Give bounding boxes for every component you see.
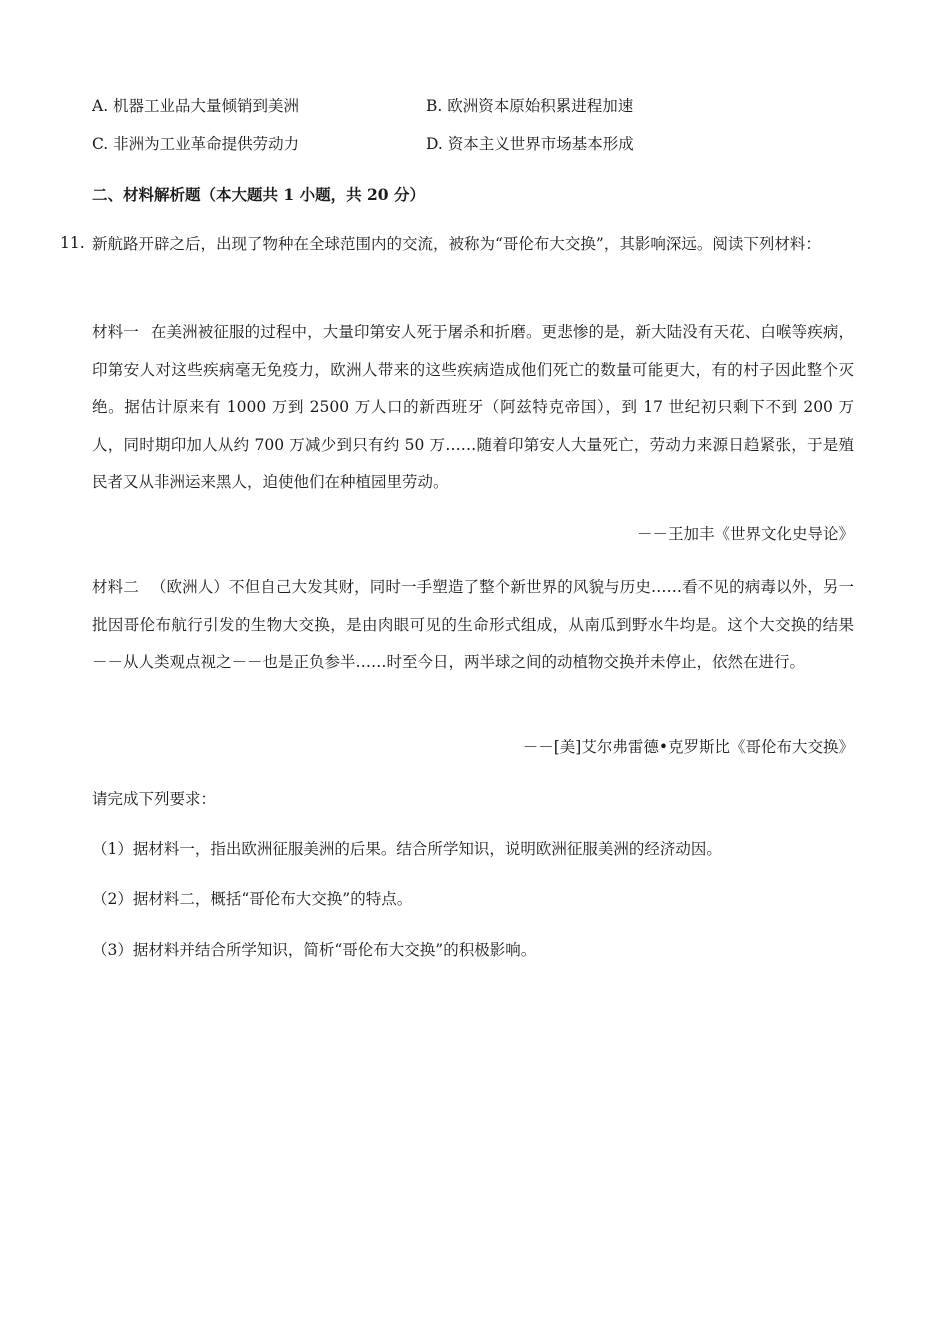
material-one-source: －－王加丰《世界文化史导论》 [636,525,854,543]
question-intro: 新航路开辟之后，出现了物种在全球范围内的交流，被称为“哥伦布大交换”，其影响深远。阅读下列材料： [92,235,821,253]
material-two [92,569,854,682]
option-b: B. 欧洲资本原始积累进程加速 [426,97,634,115]
material-two-text: （欧洲人）不但自己大发其财，同时一手塑造了整个新世界的风貌与历史……看不见的病毒以外，另一批因哥伦布航行引发的生物大交换，是由肉眼可见的生命形式组成，从南瓜到野水牛均是。这个大交换的结果 －－从人类观点视之－－也是正负参半……时至今日，两半球之间的动植物交换并未停止，依然在进行。 [92,578,854,671]
question-number: 11. [60,234,85,252]
sub-question-3: （3）据材料并结合所学知识，简析“哥伦布大交换”的积极影响。 [92,941,537,959]
option-c: C. 非洲为工业革命提供劳动力 [92,135,300,153]
sub-question-2: （2）据材料二，概括“哥伦布大交换”的特点。 [92,890,413,908]
option-a: A. 机器工业品大量倾销到美洲 [92,97,300,115]
material-two-source: －－[美]艾尔弗雷德•克罗斯比《哥伦布大交换》 [522,738,854,756]
material-one-text: 在美洲被征服的过程中，大量印第安人死于屠杀和折磨。更悲惨的是，新大陆没有天花、白喉等疾病，印第安人对这些疾病毫无免疫力，欧洲人带来的这些疾病造成他们死亡的数量可能更大，有的村子因此整个灭绝。据估计原来有 1000 万到 2500 万人口的新西班牙（阿兹特克帝国），到 17 世纪初只剩下不到 200 万人，同时期印加人从约 700 万减少到只有约 50 万……随着印第安人大量死亡，劳动力来源日趋紧张，于是殖民者又从非洲运来黑人，迫使他们在种植园里劳动。 [92,323,854,491]
section-title: 二、材料解析题（本大题共 1 小题，共 20 分） [92,185,425,204]
material-two-label: 材料二 [92,578,139,596]
material-one-label: 材料一 [92,323,139,341]
requirement-heading: 请完成下列要求： [92,790,217,808]
option-d: D. 资本主义世界市场基本形成 [426,135,634,153]
sub-question-1: （1）据材料一，指出欧洲征服美洲的后果。结合所学知识，说明欧洲征服美洲的经济动因。 [92,840,722,858]
material-one [92,314,854,502]
